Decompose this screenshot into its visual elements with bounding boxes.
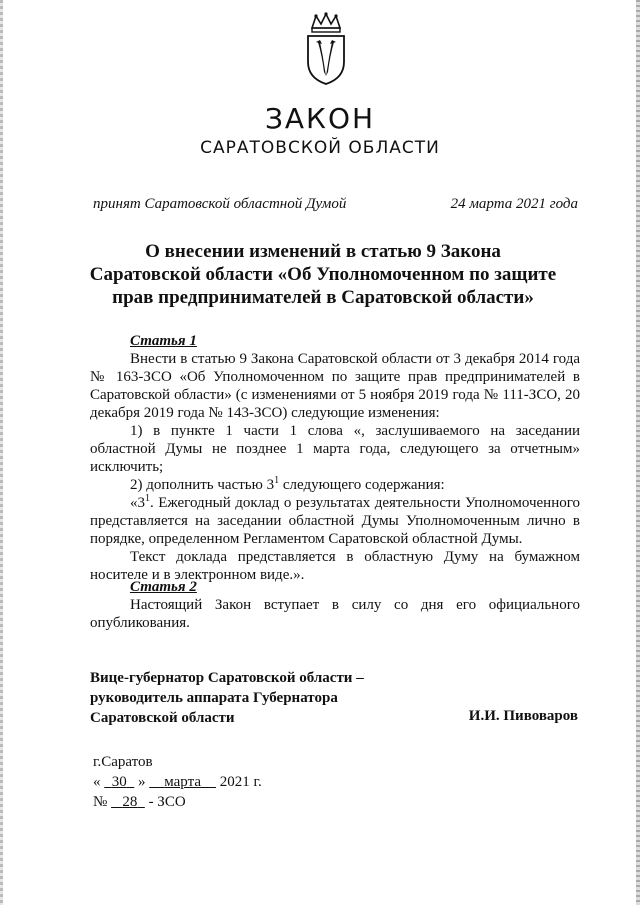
article-1-paragraph-1: Внести в статью 9 Закона Саратовской области от 3 декабря 2014 года № 163-ЗСО «Об Уполномоченном по защите прав предпринимателей в Саратовской области» (с изменениями от 5 ноября 2019 года № 111-ЗСО, 20 декабря 2019 года № 143-ЗСО) следующие изменения:	[90, 351, 580, 421]
coat-of-arms-icon	[300, 12, 352, 86]
superscript: 1	[145, 493, 150, 504]
law-title: ЗАКОН	[264, 102, 376, 135]
article-1-title: Статья 1	[130, 333, 197, 349]
date-quote-close: »	[138, 774, 146, 790]
scan-edge-left	[0, 0, 3, 905]
date-quote-open: «	[93, 774, 101, 790]
signatory-position-line-1: Вице-губернатор Саратовской области –	[90, 670, 364, 686]
signing-date	[93, 772, 262, 792]
signatory-position-line-2: руководитель аппарата Губернатора	[90, 690, 338, 706]
number-value: 28	[122, 794, 138, 810]
article-2	[90, 578, 580, 632]
signatory-position-line-3: Саратовской области	[90, 710, 235, 726]
signature-block	[90, 668, 364, 728]
article-1-paragraph-3-tail: следующего содержания:	[279, 477, 445, 493]
document-heading: О внесении изменений в статью 9 Закона Саратовской области «Об Уполномоченном по защите прав предпринимателей в Саратовской области»	[89, 241, 557, 308]
number-prefix: №	[93, 794, 108, 810]
signatory-name: И.И. Пивоваров	[468, 708, 578, 724]
article-1	[90, 332, 580, 584]
article-1-paragraph-4-lead: «3	[130, 495, 145, 511]
article-1-paragraph-2: 1) в пункте 1 части 1 слова «, заслушиваемого на заседании областной Думы не позднее 1 марта года, следующего за отчетным» исключить;	[90, 423, 580, 475]
article-1-paragraph-3-text: 2) дополнить частью 3	[130, 477, 275, 493]
date-year: 2021 г.	[219, 774, 262, 790]
region-title: САРАТОВСКОЙ ОБЛАСТИ	[200, 138, 440, 158]
law-number	[93, 792, 262, 812]
superscript: 1	[274, 475, 280, 486]
scan-edge-right	[636, 0, 640, 905]
adoption-date: 24 марта 2021 года	[450, 196, 578, 212]
document-footer	[93, 752, 262, 812]
article-2-title: Статья 2	[130, 579, 197, 595]
number-suffix: - ЗСО	[148, 794, 186, 810]
date-day: 30	[111, 774, 127, 790]
article-1-paragraph-5: Текст доклада представляется в областную Думу на бумажном носителе и в электронном виде.».	[90, 549, 580, 583]
article-1-paragraph-3	[90, 476, 580, 494]
adopted-by: принят Саратовской областной Думой	[93, 196, 347, 212]
article-1-paragraph-4-text: . Ежегодный доклад о результатах деятельности Уполномоченного представляется на заседании областной Думы Уполномоченным лично в порядке, определенном Регламентом Саратовской областной Думы.	[90, 495, 580, 547]
city: г.Саратов	[93, 754, 153, 770]
date-month: марта	[164, 774, 201, 790]
article-2-paragraph-1: Настоящий Закон вступает в силу со дня его официального опубликования.	[90, 597, 580, 631]
article-1-paragraph-4	[90, 494, 580, 548]
